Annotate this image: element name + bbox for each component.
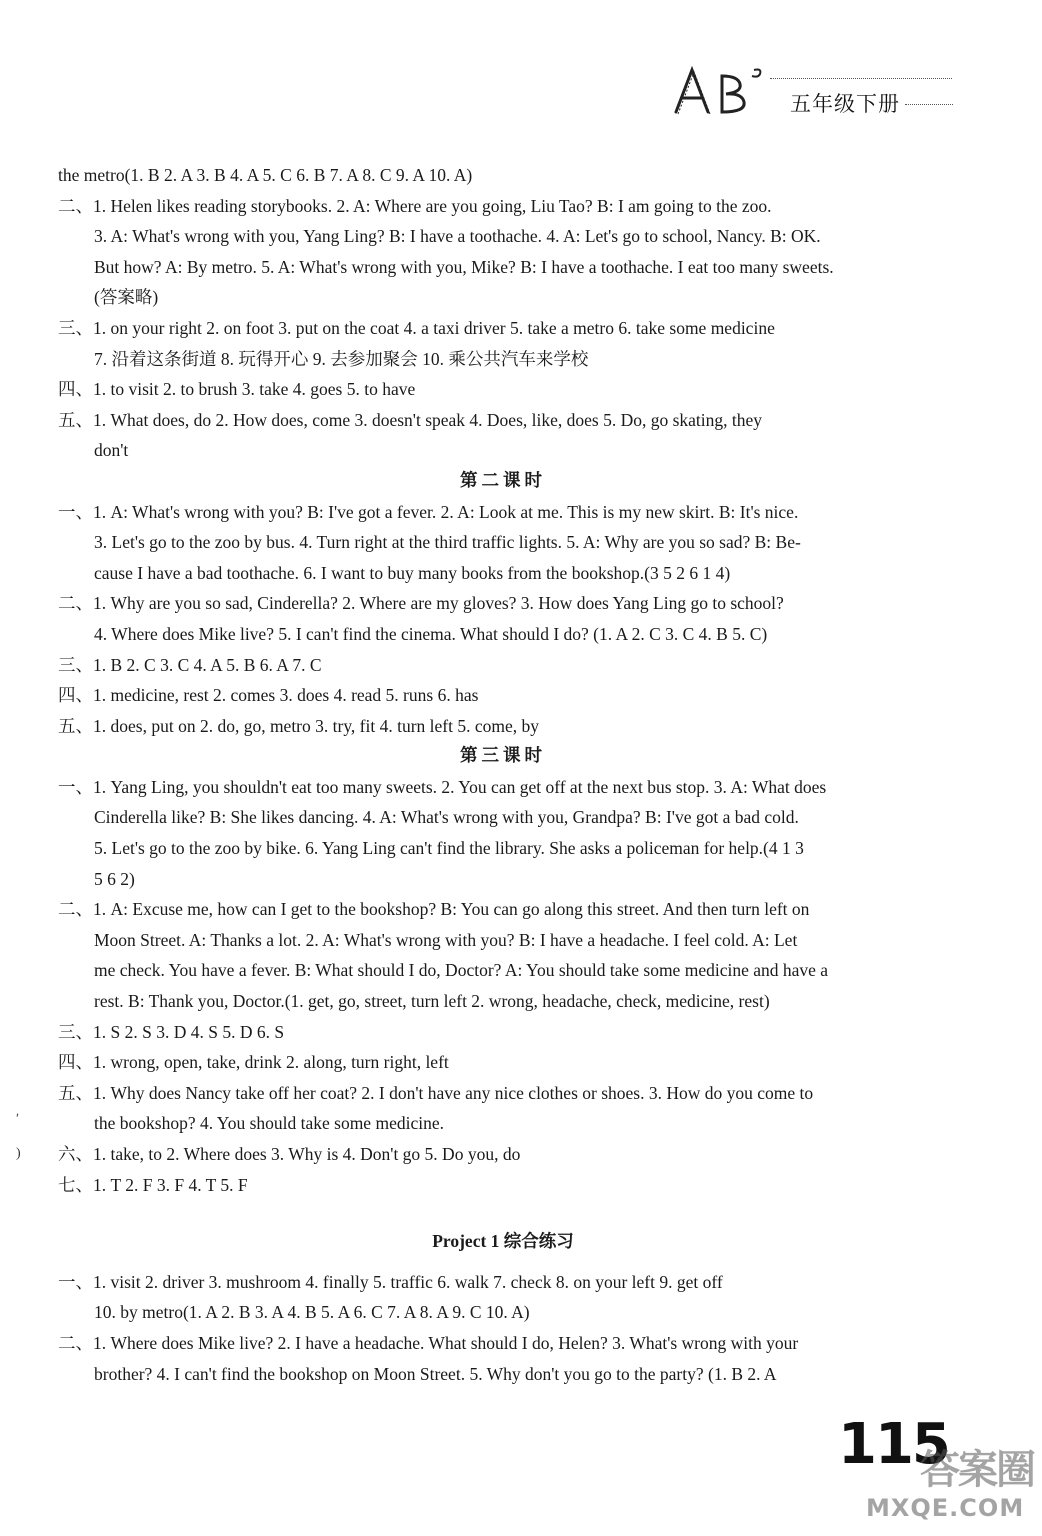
answer-line: cause I have a bad toothache. 6. I want to buy many books from the bookshop.(3 5 2 6 1 4) (94, 562, 731, 583)
answer-line: 7. 沿着这条街道 8. 玩得开心 9. 去参加聚会 10. 乘公共汽车来学校 (94, 348, 589, 369)
answer-line: 4. Where does Mike live? 5. I can't find the cinema. What should I do? (1. A 2. C 3. C 4. B 5. C) (94, 623, 768, 644)
page-number: 115 (838, 1412, 949, 1477)
answer-line: 四、1. wrong, open, take, drink 2. along, turn right, left (58, 1052, 449, 1073)
header-grade-title: 五年级下册 (790, 92, 900, 116)
answer-line: Cinderella like? B: She likes dancing. 4. A: What's wrong with you, Grandpa? B: I've got a bad cold. (94, 807, 799, 828)
answer-line: Moon Street. A: Thanks a lot. 2. A: What's wrong with you? B: I have a headache. I feel cold. A: Let (94, 929, 798, 950)
answer-line: don't (94, 440, 129, 461)
answer-line: 二、1. A: Excuse me, how can I get to the bookshop? B: You can go along this street. And then turn left on (58, 899, 810, 920)
answer-line: 三、1. B 2. C 3. C 4. A 5. B 6. A 7. C (58, 654, 322, 675)
answer-line: 一、1. Yang Ling, you shouldn't eat too many sweets. 2. You can get off at the next bus stop. 3. A: What does (58, 776, 827, 797)
header-rule (770, 78, 952, 79)
answer-line: 二、1. Where does Mike live? 2. I have a headache. What should I do, Helen? 3. What's wrong with your (58, 1332, 799, 1353)
answer-line: 六、1. take, to 2. Where does 3. Why is 4. Don't go 5. Do you, do (58, 1144, 521, 1164)
answer-line: 二、1. Helen likes reading storybooks. 2. A: Where are you going, Liu Tao? B: I am going to the zoo. (58, 195, 772, 216)
answer-line: 七、1. T 2. F 3. F 4. T 5. F (58, 1174, 248, 1195)
answer-line: 5 6 2) (94, 868, 135, 889)
answer-line: 四、1. medicine, rest 2. comes 3. does 4. read 5. runs 6. has (58, 685, 479, 706)
answer-line: 二、1. Why are you so sad, Cinderella? 2. Where are my gloves? 3. How does Yang Ling go to school? (58, 593, 784, 614)
answer-line: brother? 4. I can't find the bookshop on Moon Street. 5. Why don't you go to the party? (1. B 2. A (94, 1363, 777, 1384)
watermark-text: 答案圈 (920, 1447, 1034, 1493)
margin-mark: ʹ (16, 1112, 20, 1127)
answer-line: the bookshop? 4. You should take some medicine. (94, 1113, 444, 1134)
answer-line: 3. Let's go to the zoo by bus. 4. Turn right at the third traffic lights. 5. A: Why are you so sad? B: Be- (94, 532, 801, 553)
answer-line: the metro(1. B 2. A 3. B 4. A 5. C 6. B 7. A 8. C 9. A 10. A) (58, 165, 473, 185)
answer-line: 三、1. on your right 2. on foot 3. put on the coat 4. a taxi driver 5. take a metro 6. take some medicine (58, 317, 775, 338)
header-rule-short (905, 104, 953, 105)
answer-line: rest. B: Thank you, Doctor.(1. get, go, street, turn left 2. wrong, headache, check, medicine, rest) (94, 991, 770, 1012)
answer-line: 四、1. to visit 2. to brush 3. take 4. goes 5. to have (58, 379, 416, 400)
answer-line: 五、1. does, put on 2. do, go, metro 3. try, fit 4. turn left 5. come, by (58, 715, 540, 736)
answer-line: 一、1. visit 2. driver 3. mushroom 4. finally 5. traffic 6. walk 7. check 8. on your left 9. get off (58, 1271, 723, 1292)
section-heading-lesson-2: 第二课时 (460, 470, 546, 491)
answer-line: 10. by metro(1. A 2. B 3. A 4. B 5. A 6. C 7. A 8. A 9. C 10. A) (94, 1302, 530, 1323)
answer-line: me check. You have a fever. B: What should I do, Doctor? A: You should take some medicine and have a (94, 960, 829, 981)
answer-line: 一、1. A: What's wrong with you? B: I've got a fever. 2. A: Look at me. This is my new skirt. B: It's nice. (58, 501, 799, 522)
answer-line: (答案略) (94, 287, 159, 308)
margin-mark: ) (16, 1146, 21, 1161)
answer-line: 3. A: What's wrong with you, Yang Ling? B: I have a toothache. 4. A: Let's go to school, Nancy. B: OK. (94, 226, 821, 247)
watermark-url: MXQE.COM (866, 1494, 1025, 1522)
answer-line: 5. Let's go to the zoo by bike. 6. Yang Ling can't find the library. She asks a policeman for help.(4 1 3 (94, 838, 804, 859)
answer-line: 五、1. Why does Nancy take off her coat? 2. I don't have any nice clothes or shoes. 3. How do you come to (58, 1082, 814, 1103)
ab-logo-icon (668, 62, 778, 122)
section-heading-project-1: Project 1 综合练习 (432, 1231, 574, 1252)
answer-line: 五、1. What does, do 2. How does, come 3. doesn't speak 4. Does, like, does 5. Do, go skating, they (58, 409, 763, 430)
section-heading-lesson-3: 第三课时 (460, 746, 546, 767)
answer-content (58, 160, 948, 1389)
answer-line: But how? A: By metro. 5. A: What's wrong with you, Mike? B: I have a toothache. I eat too many sweets. (94, 256, 834, 277)
answer-line: 三、1. S 2. S 3. D 4. S 5. D 6. S (58, 1021, 285, 1042)
